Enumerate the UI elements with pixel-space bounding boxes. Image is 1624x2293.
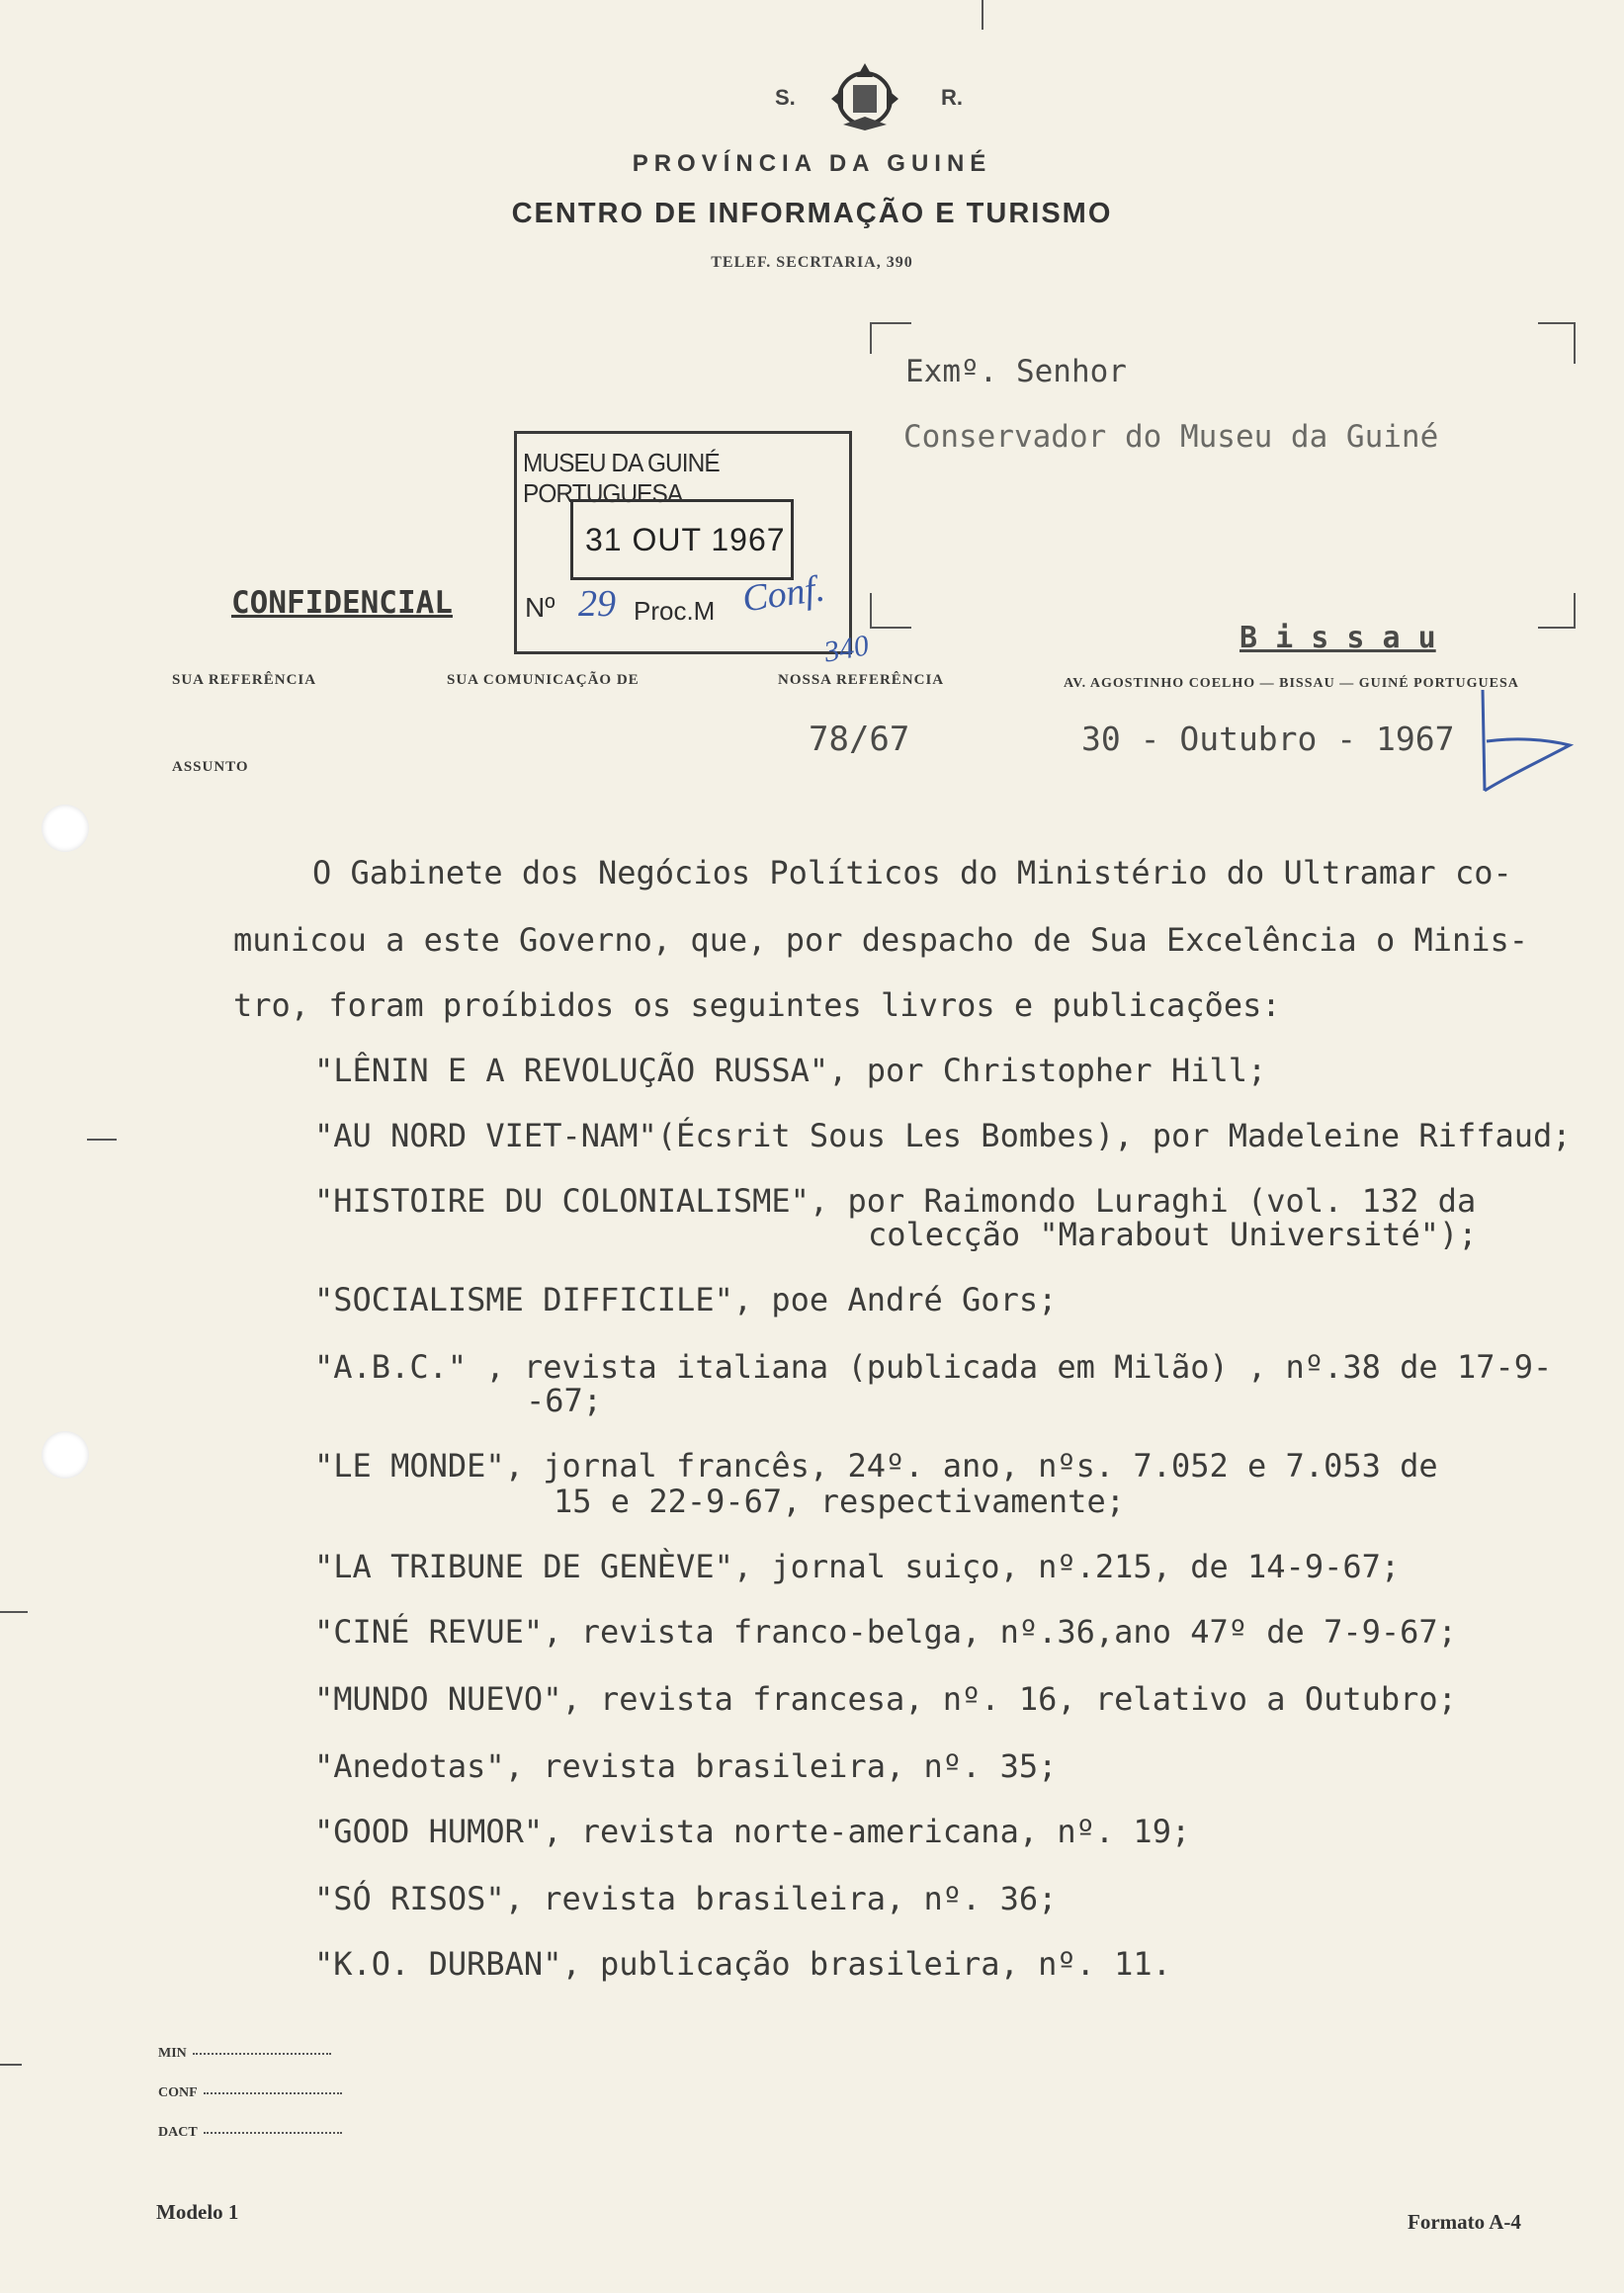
coat-of-arms-crest: [823, 59, 906, 134]
label-assunto: ASSUNTO: [172, 759, 249, 775]
label-address: AV. AGOSTINHO COELHO — BISSAU — GUINÉ PORTUGUESA: [1064, 676, 1519, 691]
list-item: "SÓ RISOS", revista brasileira, nº. 36;: [314, 1880, 1058, 1917]
label-sua-referencia: SUA REFERÊNCIA: [172, 672, 317, 688]
list-item: "CINÉ REVUE", revista franco-belga, nº.36,ano 47º de 7-9-67;: [314, 1613, 1457, 1651]
list-item: "AU NORD VIET-NAM"(Écsrit Sous Les Bombes), por Madeleine Riffaud;: [314, 1117, 1572, 1154]
punch-hole-bottom: [42, 1431, 89, 1479]
footer-model: Modelo 1: [156, 2200, 239, 2224]
stamp-institution: MUSEU DA GUINÉ PORTUGUESA: [523, 448, 720, 508]
intro-line: tro, foram proíbidos os seguintes livros e publicações:: [233, 986, 1281, 1024]
address-bracket-top-right: [1538, 322, 1576, 364]
letter-date: 30 - Outubro - 1967: [1081, 720, 1455, 758]
list-item: "Anedotas", revista brasileira, nº. 35;: [314, 1747, 1058, 1785]
stamp-date-box: [570, 499, 794, 580]
list-item: "HISTOIRE DU COLONIALISME", por Raimondo Luraghi (vol. 132 da: [314, 1182, 1477, 1220]
footer-min: [158, 2046, 331, 2062]
address-bracket-top-left: [870, 322, 911, 354]
list-item-continuation: colecção "Marabout Université");: [868, 1216, 1478, 1253]
letterhead-right-initial: R.: [941, 85, 963, 110]
stamp-date: 31 OUT 1967: [585, 522, 786, 557]
list-item-continuation: -67;: [526, 1382, 603, 1419]
nossa-referencia-value: 78/67: [809, 720, 910, 759]
address-bracket-bottom-left: [870, 593, 911, 629]
list-item: "SOCIALISME DIFFICILE", poe André Gors;: [314, 1281, 1058, 1318]
footer-conf-label: CONF: [158, 2085, 198, 2100]
stamp-number-value: 29: [578, 583, 616, 625]
classification-label: CONFIDENCIAL: [231, 585, 453, 621]
phone-line: TELEF. SECRTARIA, 390: [711, 254, 913, 271]
footer-conf: [158, 2085, 342, 2101]
museum-received-stamp: [514, 431, 852, 654]
label-nossa-referencia: NOSSA REFERÊNCIA: [778, 672, 945, 688]
punch-hole-top: [42, 805, 89, 852]
stamp-proc-label: Proc.M: [634, 596, 716, 626]
stamp-number-prefix: Nº: [525, 592, 556, 623]
footer-dact: [158, 2125, 342, 2141]
fold-mark: [0, 1611, 28, 1613]
top-edge-mark: [982, 0, 983, 30]
list-item: "GOOD HUMOR", revista norte-americana, nº. 19;: [314, 1813, 1191, 1850]
addressee-city: B i s s a u: [1239, 621, 1436, 655]
list-item: "K.O. DURBAN", publicação brasileira, nº. 11.: [314, 1945, 1171, 1983]
footer-min-label: MIN: [158, 2046, 187, 2061]
intro-line: municou a este Governo, que, por despacho de Sua Excelência o Minis-: [233, 921, 1529, 959]
office-heading: CENTRO DE INFORMAÇÃO E TURISMO: [511, 198, 1113, 229]
footer-format: Formato A-4: [1408, 2210, 1521, 2234]
province-heading: PROVÍNCIA DA GUINÉ: [632, 150, 992, 177]
fold-mark: [87, 1139, 117, 1141]
list-item: "LÊNIN E A REVOLUÇÃO RUSSA", por Christopher Hill;: [314, 1052, 1267, 1089]
label-sua-comunicacao: SUA COMUNICAÇÃO DE: [447, 672, 640, 688]
handwritten-check-mark: [1467, 682, 1576, 801]
list-item: "A.B.C." , revista italiana (publicada em Milão) , nº.38 de 17-9-: [314, 1348, 1553, 1386]
footer-dact-label: DACT: [158, 2125, 198, 2140]
list-item: "LA TRIBUNE DE GENÈVE", jornal suiço, nº.215, de 14-9-67;: [314, 1548, 1401, 1585]
stamp-annotation: 340: [821, 629, 872, 669]
addressee-title: Conservador do Museu da Guiné: [903, 419, 1439, 455]
letterhead-left-initial: S.: [775, 85, 796, 110]
fold-mark: [0, 2064, 22, 2066]
intro-line: O Gabinete dos Negócios Políticos do Ministério do Ultramar co-: [312, 854, 1512, 892]
list-item: "MUNDO NUEVO", revista francesa, nº. 16, relativo a Outubro;: [314, 1680, 1457, 1718]
stamp-handwritten-note: Conf.: [739, 567, 827, 621]
salutation: Exmº. Senhor: [905, 354, 1127, 389]
list-item: "LE MONDE", jornal francês, 24º. ano, nºs. 7.052 e 7.053 de: [314, 1447, 1438, 1485]
address-bracket-bottom-right: [1538, 593, 1576, 629]
list-item-continuation: 15 e 22-9-67, respectivamente;: [554, 1483, 1125, 1520]
